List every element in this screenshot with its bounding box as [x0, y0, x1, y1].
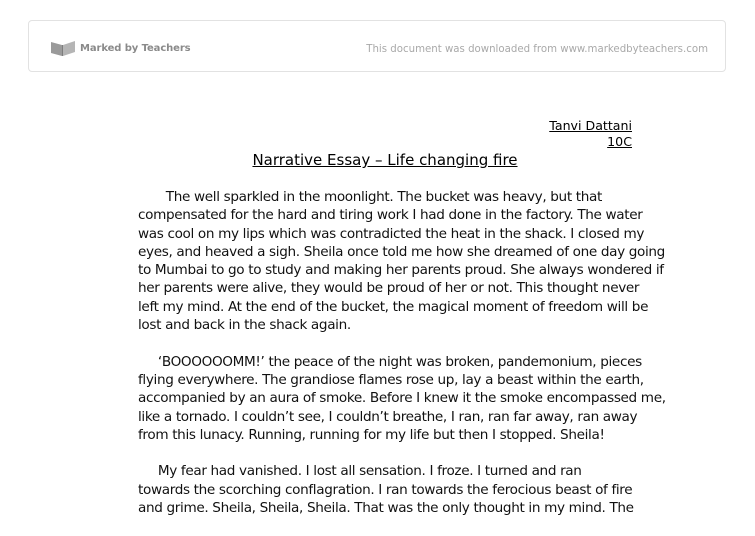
site-banner [28, 20, 726, 72]
site-logo[interactable] [50, 39, 191, 57]
paragraph-line: from this lunacy. Running, running for my life but then I stopped. Sheila! [138, 426, 605, 443]
paragraph-line: eyes, and heaved a sigh. Sheila once told me how she dreamed of one day going [138, 243, 665, 260]
download-note: This document was downloaded from www.markedbyteachers.com [366, 44, 708, 55]
paragraph-line: My fear had vanished. I lost all sensation. I froze. I turned and ran [138, 463, 582, 480]
paragraph-line: like a tornado. I couldn’t see, I couldn’t breathe, I ran, ran far away, ran away [138, 408, 638, 425]
author-name: Tanvi Dattani [549, 118, 632, 133]
essay-paragraph [138, 353, 666, 444]
essay-body [138, 188, 666, 536]
paragraph-line: lost and back in the shack again. [138, 317, 351, 334]
author-class: 10C [607, 134, 632, 149]
paragraph-line: to Mumbai to go to study and making her parents proud. She always wondered if [138, 262, 664, 279]
paragraph-line: towards the scorching conflagration. I ran towards the ferocious beast of fire [138, 481, 633, 498]
paragraph-line: and grime. Sheila, Sheila, Sheila. That was the only thought in my mind. The [138, 500, 634, 517]
essay-paragraph [138, 462, 638, 517]
essay-title: Narrative Essay – Life changing fire [252, 151, 518, 169]
essay-paragraph [138, 188, 665, 334]
paragraph-line: was cool on my lips which was contradicted the heat in the shack. I closed my [138, 225, 645, 242]
paragraph-line: compensated for the hard and tiring work I had done in the factory. The water [138, 207, 643, 224]
paragraph-line: left my mind. At the end of the bucket, the magical moment of freedom will be [138, 298, 649, 315]
paragraph-line: accompanied by an aura of smoke. Before I knew it the smoke encompassed me, [138, 390, 666, 407]
author-block [549, 118, 632, 150]
book-icon [50, 39, 76, 57]
logo-text: Marked by Teachers [80, 42, 191, 54]
paragraph-line: ‘BOOOOOOMM!’ the peace of the night was broken, pandemonium, pieces [138, 353, 642, 370]
paragraph-line: flying everywhere. The grandiose flames rose up, lay a beast within the earth, [138, 371, 644, 388]
paragraph-line: her parents were alive, they would be proud of her or not. This thought never [138, 280, 640, 297]
paragraph-line: The well sparkled in the moonlight. The bucket was heavy, but that [138, 189, 602, 205]
